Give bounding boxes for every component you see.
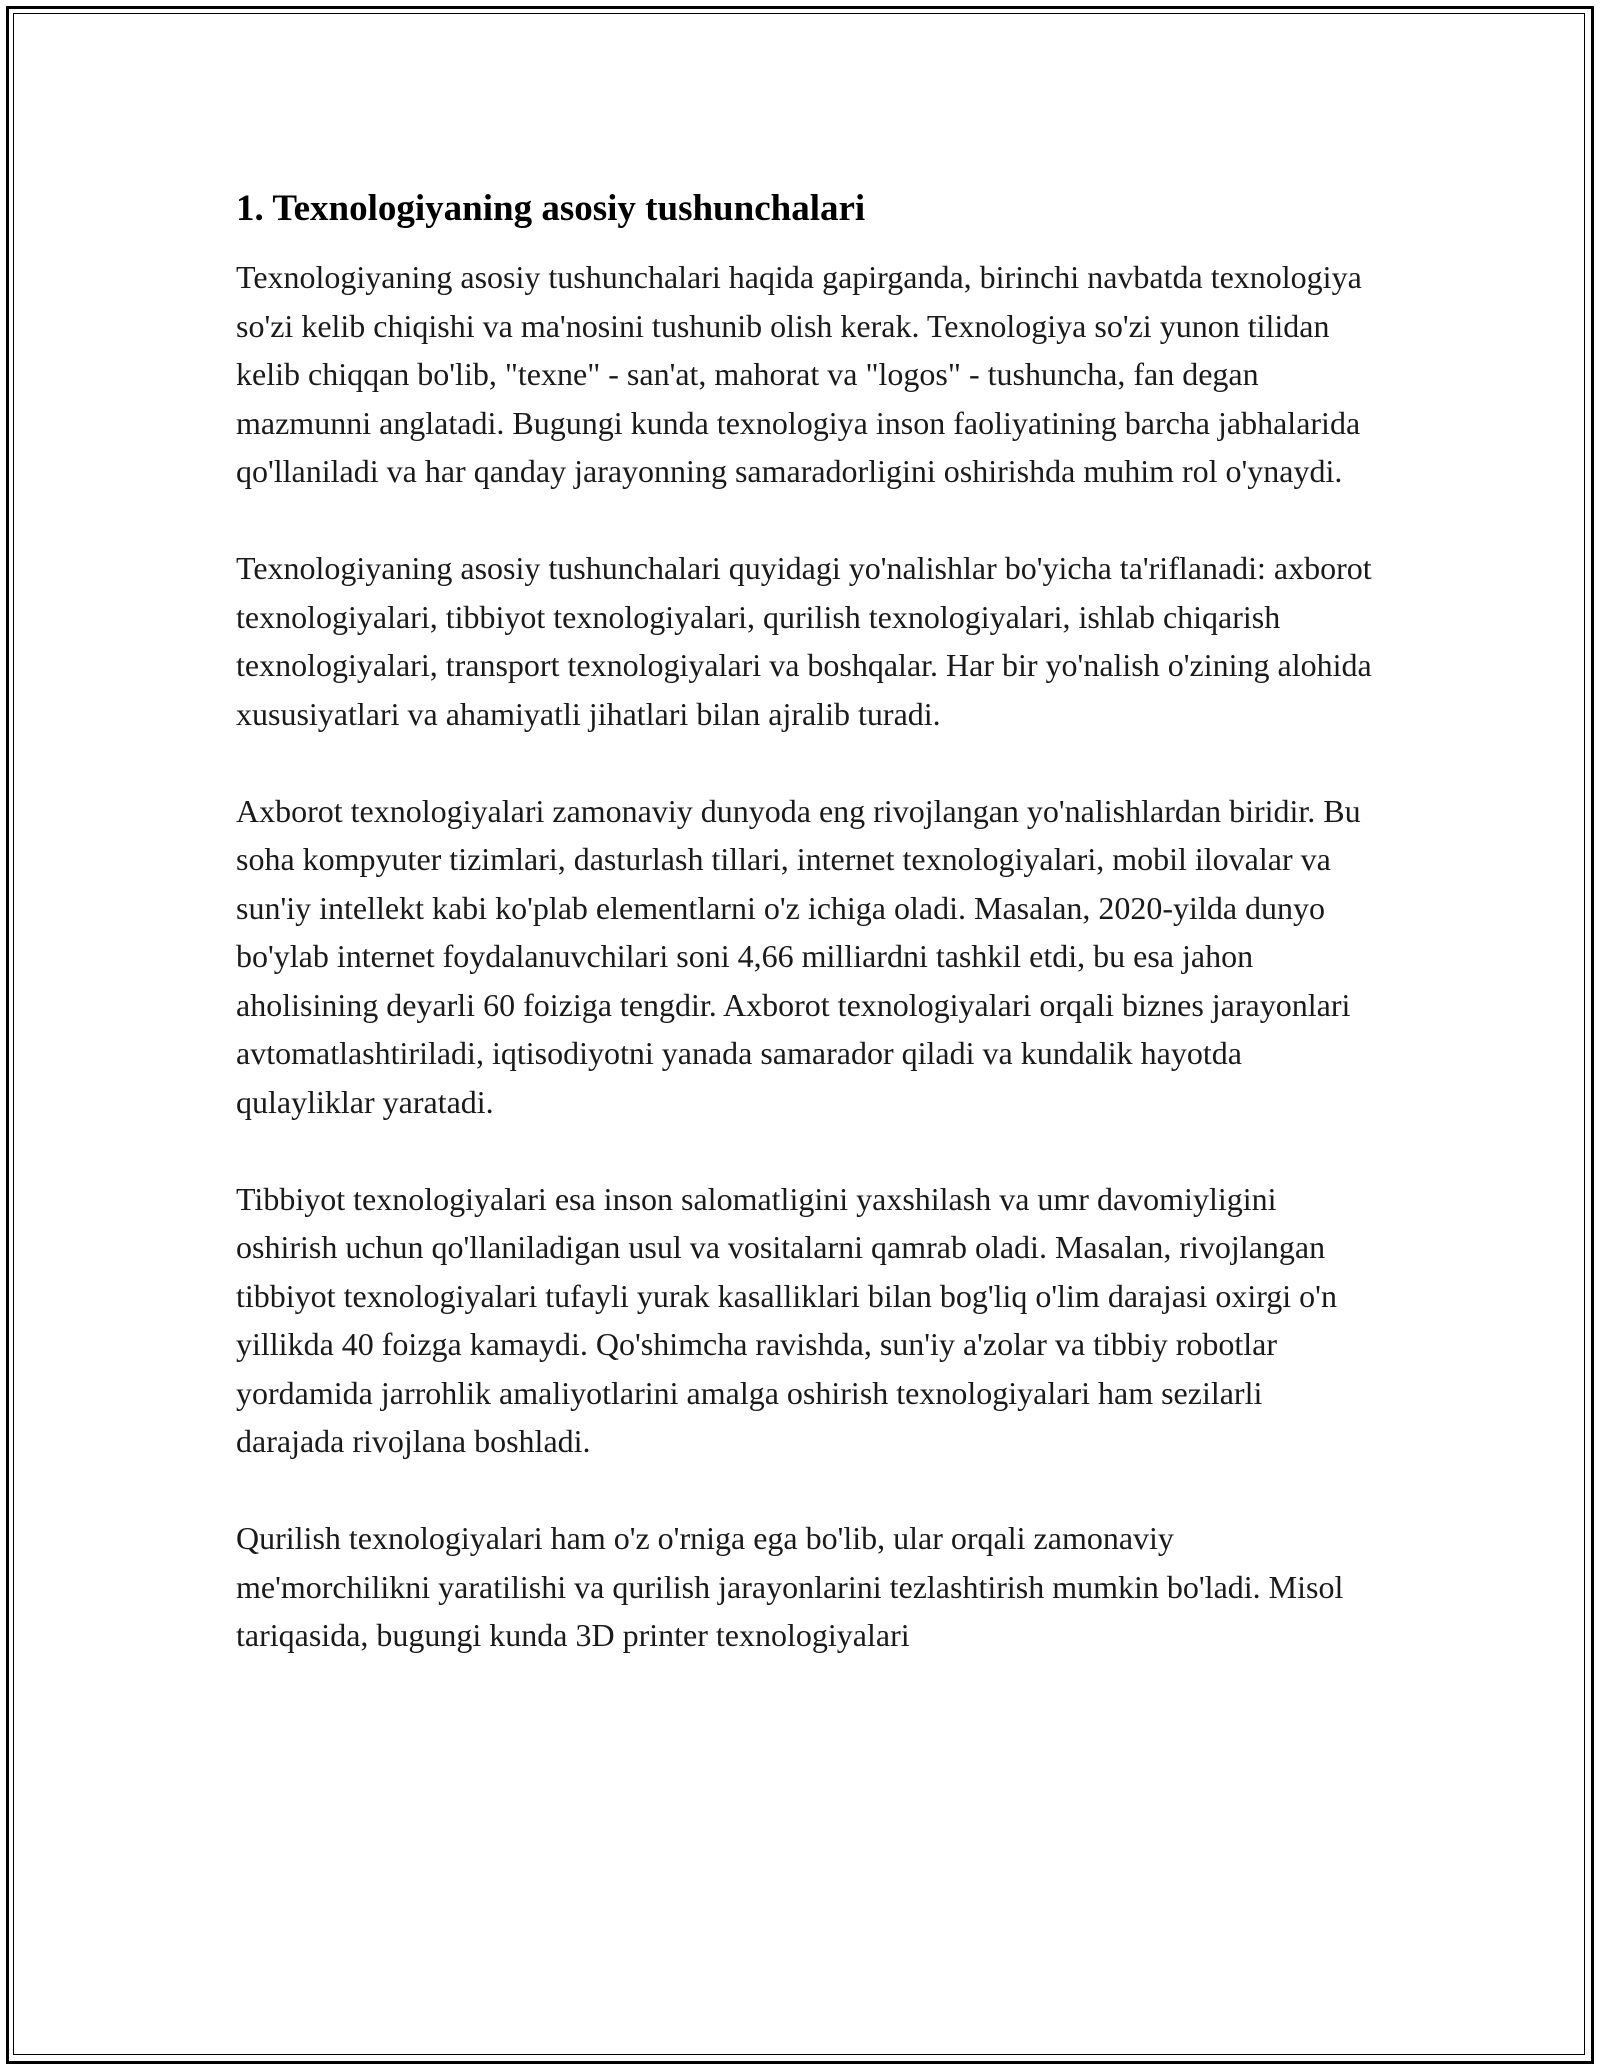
paragraph-3: Axborot texnologiyalari zamonaviy dunyoda eng rivojlangan yo'nalishlardan biridir. Bu soha kompyuter tizimlari, dasturlash tillari, internet texnologiyalari, mobil ilovalar va sun'iy intellekt kabi ko'plab elementlarni o'z ichiga oladi. Masalan, 2020-yilda dunyo bo'ylab internet foydalanuvchilari soni 4,66 milliardni tashkil etdi, bu esa jahon aholisining deyarli 60 foiziga tengdir. Axborot texnologiyalari orqali biznes jarayonlari avtomatlashtiriladi, iqtisodiyotni yanada samarador qiladi va kundalik hayotda qulayliklar yaratadi. xyxy=(236,792,1361,1120)
document-body xyxy=(236,185,1376,1708)
paragraph-5: Qurilish texnologiyalari ham o'z o'rniga ega bo'lib, ular orqali zamonaviy me'morchilikni yaratilishi va qurilish jarayonlarini tezlashtirish mumkin bo'ladi. Misol tariqasida, bugungi kunda 3D printer texnologiyalari xyxy=(236,1520,1344,1653)
paragraph-4: Tibbiyot texnologiyalari esa inson salomatligini yaxshilash va umr davomiyligini oshirish uchun qo'llaniladigan usul va vositalarni qamrab oladi. Masalan, rivojlangan tibbiyot texnologiyalari tufayli yurak kasalliklari bilan bog'liq o'lim darajasi oxirgi o'n yillikda 40 foizga kamaydi. Qo'shimcha ravishda, sun'iy a'zolar va tibbiy robotlar yordamida jarrohlik amaliyotlarini amalga oshirish texnologiyalari ham sezilarli darajada rivojlana boshladi. xyxy=(236,1180,1337,1459)
paragraph-2: Texnologiyaning asosiy tushunchalari quyidagi yo'nalishlar bo'yicha ta'riflanadi: axborot texnologiyalari, tibbiyot texnologiyalari, qurilish texnologiyalari, ishlab chiqarish texnologiyalari, transport texnologiyalari va boshqalar. Har bir yo'nalish o'zining alohida xususiyatlari va ahamiyatli jihatlari bilan ajralib turadi. xyxy=(236,550,1372,732)
paragraph-1: Texnologiyaning asosiy tushunchalari haqida gapirganda, birinchi navbatda texnologiya so'zi kelib chiqishi va ma'nosini tushunib olish kerak. Texnologiya so'zi yunon tilidan kelib chiqqan bo'lib, "texne" - san'at, mahorat va "logos" - tushuncha, fan degan mazmunni anglatadi. Bugungi kunda texnologiya inson faoliyatining barcha jabhalarida qo'llaniladi va har qanday jarayonning samaradorligini oshirishda muhim rol o'ynaydi. xyxy=(236,259,1362,489)
section-heading: 1. Texnologiyaning asosiy tushunchalari xyxy=(236,188,866,229)
